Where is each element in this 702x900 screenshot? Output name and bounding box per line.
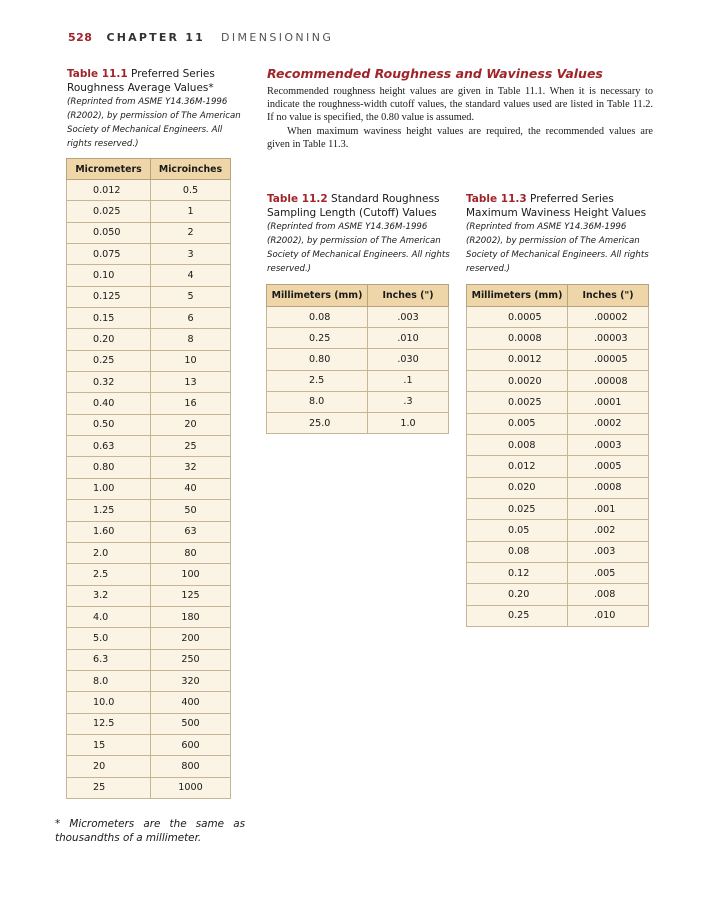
- table-cell: 200: [151, 628, 231, 649]
- table-row: [67, 180, 231, 201]
- table-cell: .0001: [568, 392, 649, 413]
- table-row: [467, 563, 649, 584]
- table-row: [67, 201, 231, 222]
- table-cell: 16: [151, 393, 231, 414]
- table-row: [267, 307, 449, 328]
- table-row: [67, 692, 231, 713]
- table-cell: 0.012: [67, 180, 151, 201]
- paragraph: Recommended roughness height values are given in Table 11.1. When it is necessary to indicate the roughness-width cutoff values, the standard values used are listed in Table 11.2. If no value is specified, the 0.80 value is assumed.: [267, 86, 653, 124]
- table-cell: .00002: [568, 307, 649, 328]
- table-11-2: [266, 284, 449, 434]
- table-cell: 0.05: [467, 520, 568, 541]
- table-cell: .030: [368, 349, 449, 370]
- table-cell: .0003: [568, 435, 649, 456]
- table-11-1-footnote: * Micrometers are the same as thousandths of a millimeter.: [55, 818, 245, 844]
- table-cell: .0008: [568, 477, 649, 498]
- table-row: [67, 265, 231, 286]
- table-cell: 1.60: [67, 521, 151, 542]
- table-cell: 125: [151, 585, 231, 606]
- column-header: Micrometers: [67, 159, 151, 180]
- table-11-2-source: (Reprinted from ASME Y14.36M-1996 (R2002), by permission of The American Society of Mechanical Engineers. All rights reserved.): [267, 222, 450, 274]
- table-cell: 0.63: [67, 436, 151, 457]
- table-cell: 0.075: [67, 244, 151, 265]
- table-cell: 4.0: [67, 606, 151, 627]
- table-11-2-caption: [267, 192, 452, 276]
- column-header: Microinches: [151, 159, 231, 180]
- table-cell: 40: [151, 478, 231, 499]
- table-cell: .00005: [568, 349, 649, 370]
- table-cell: 0.80: [267, 349, 368, 370]
- table-cell: 20: [151, 414, 231, 435]
- table-cell: .00008: [568, 371, 649, 392]
- table-11-3-caption: [466, 192, 656, 276]
- table-row: [267, 328, 449, 349]
- page-number: 528: [68, 31, 93, 44]
- table-cell: 10: [151, 350, 231, 371]
- table-cell: 0.025: [67, 201, 151, 222]
- table-cell: 0.80: [67, 457, 151, 478]
- table-cell: 0.0005: [467, 307, 568, 328]
- table-11-1-body: [67, 180, 231, 799]
- table-cell: 12.5: [67, 713, 151, 734]
- chapter-title: DIMENSIONING: [220, 31, 334, 44]
- table-cell: 0.0020: [467, 371, 568, 392]
- table-row: [67, 244, 231, 265]
- table-cell: 0.08: [267, 307, 368, 328]
- table-row: [67, 308, 231, 329]
- table-cell: .003: [368, 307, 449, 328]
- table-row: [67, 222, 231, 243]
- table-cell: 0.40: [67, 393, 151, 414]
- table-cell: 0.025: [467, 499, 568, 520]
- table-row: [467, 520, 649, 541]
- table-row: [67, 564, 231, 585]
- table-11-2-number: Table 11.2: [267, 193, 328, 205]
- table-row: [267, 391, 449, 412]
- table-row: [467, 392, 649, 413]
- table-cell: .005: [568, 563, 649, 584]
- table-cell: .003: [568, 541, 649, 562]
- table-row: [467, 328, 649, 349]
- table-cell: 80: [151, 542, 231, 563]
- table-cell: .3: [368, 391, 449, 412]
- table-row: [67, 372, 231, 393]
- table-cell: 20: [67, 756, 151, 777]
- table-cell: 25: [151, 436, 231, 457]
- table-11-3-title: Preferred Series Maximum Waviness Height Values: [466, 193, 647, 219]
- table-cell: 0.008: [467, 435, 568, 456]
- table-cell: 2: [151, 222, 231, 243]
- table-row: [67, 436, 231, 457]
- table-cell: 5: [151, 286, 231, 307]
- table-cell: .002: [568, 520, 649, 541]
- chapter-label: CHAPTER 11: [106, 31, 205, 44]
- table-11-1: [66, 158, 231, 799]
- table-cell: 0.10: [67, 265, 151, 286]
- table-cell: 8.0: [267, 391, 368, 412]
- table-cell: 0.0008: [467, 328, 568, 349]
- table-row: [67, 734, 231, 755]
- table-row: [67, 649, 231, 670]
- table-cell: 32: [151, 457, 231, 478]
- table-row: [67, 542, 231, 563]
- table-11-2-title: Standard Roughness Sampling Length (Cutoff) Values: [267, 193, 440, 219]
- table-cell: .008: [568, 584, 649, 605]
- table-row: [67, 329, 231, 350]
- table-row: [67, 606, 231, 627]
- table-row: [67, 478, 231, 499]
- table-cell: 2.5: [267, 370, 368, 391]
- table-cell: 8.0: [67, 670, 151, 691]
- table-cell: 25.0: [267, 412, 368, 433]
- table-row: [467, 477, 649, 498]
- table-cell: .00003: [568, 328, 649, 349]
- table-row: [467, 584, 649, 605]
- table-cell: 6: [151, 308, 231, 329]
- table-cell: 1.25: [67, 500, 151, 521]
- table-row: [67, 286, 231, 307]
- table-11-1-source: (Reprinted from ASME Y14.36M-1996 (R2002), by permission of The American Society of Mechanical Engineers. All rights reserved.): [67, 97, 241, 149]
- table-row: [67, 500, 231, 521]
- column-header: Inches ("): [568, 285, 649, 307]
- running-header: [68, 31, 333, 44]
- table-row: [67, 414, 231, 435]
- table-cell: .001: [568, 499, 649, 520]
- table-row: [67, 350, 231, 371]
- table-cell: 500: [151, 713, 231, 734]
- table-row: [467, 499, 649, 520]
- table-11-3: [466, 284, 649, 627]
- table-cell: 0.12: [467, 563, 568, 584]
- table-11-3-body: [467, 307, 649, 627]
- table-cell: 0.50: [67, 414, 151, 435]
- table-cell: 1.00: [67, 478, 151, 499]
- table-11-1-number: Table 11.1: [67, 68, 128, 80]
- table-cell: 0.20: [467, 584, 568, 605]
- table-cell: 0.20: [67, 329, 151, 350]
- column-header: Millimeters (mm): [267, 285, 368, 307]
- table-cell: 2.0: [67, 542, 151, 563]
- table-row: [267, 370, 449, 391]
- table-cell: 0.012: [467, 456, 568, 477]
- section-heading: Recommended Roughness and Waviness Values: [267, 66, 603, 81]
- table-cell: 0.050: [67, 222, 151, 243]
- table-cell: 13: [151, 372, 231, 393]
- table-row: [67, 585, 231, 606]
- table-cell: 0.25: [67, 350, 151, 371]
- table-cell: 0.5: [151, 180, 231, 201]
- column-header: Millimeters (mm): [467, 285, 568, 307]
- table-row: [467, 307, 649, 328]
- table-11-3-source: (Reprinted from ASME Y14.36M-1996 (R2002), by permission of The American Society of Mechanical Engineers. All rights reserved.): [466, 222, 649, 274]
- table-cell: 63: [151, 521, 231, 542]
- table-11-1-title: Preferred Series Roughness Average Values*: [67, 68, 215, 94]
- table-cell: 0.125: [67, 286, 151, 307]
- table-cell: .010: [568, 605, 649, 626]
- table-cell: 0.005: [467, 413, 568, 434]
- table-row: [467, 541, 649, 562]
- table-cell: 3.2: [67, 585, 151, 606]
- table-cell: 6.3: [67, 649, 151, 670]
- table-cell: 0.15: [67, 308, 151, 329]
- table-cell: 25: [67, 777, 151, 798]
- table-row: [67, 756, 231, 777]
- table-cell: 400: [151, 692, 231, 713]
- table-cell: 8: [151, 329, 231, 350]
- table-cell: 800: [151, 756, 231, 777]
- section-body: [267, 85, 653, 151]
- table-cell: 0.25: [467, 605, 568, 626]
- table-cell: 3: [151, 244, 231, 265]
- table-cell: 0.25: [267, 328, 368, 349]
- table-11-1-caption: [67, 67, 245, 151]
- table-cell: .1: [368, 370, 449, 391]
- table-cell: .0005: [568, 456, 649, 477]
- table-cell: 15: [67, 734, 151, 755]
- table-row: [67, 457, 231, 478]
- table-row: [67, 713, 231, 734]
- table-cell: 10.0: [67, 692, 151, 713]
- table-cell: 1000: [151, 777, 231, 798]
- table-cell: 5.0: [67, 628, 151, 649]
- table-cell: 1: [151, 201, 231, 222]
- table-11-2-body: [267, 307, 449, 434]
- table-row: [267, 349, 449, 370]
- table-row: [67, 670, 231, 691]
- table-cell: 320: [151, 670, 231, 691]
- table-cell: .010: [368, 328, 449, 349]
- table-cell: 4: [151, 265, 231, 286]
- table-cell: 0.0025: [467, 392, 568, 413]
- table-row: [467, 435, 649, 456]
- table-cell: 50: [151, 500, 231, 521]
- table-row: [467, 605, 649, 626]
- table-row: [67, 777, 231, 798]
- table-cell: 1.0: [368, 412, 449, 433]
- table-cell: 0.0012: [467, 349, 568, 370]
- table-cell: 0.08: [467, 541, 568, 562]
- table-row: [67, 393, 231, 414]
- table-cell: 100: [151, 564, 231, 585]
- table-cell: 0.32: [67, 372, 151, 393]
- table-row: [67, 521, 231, 542]
- paragraph: When maximum waviness height values are required, the recommended values are given in Table 11.3.: [267, 125, 653, 150]
- table-cell: 250: [151, 649, 231, 670]
- table-cell: 2.5: [67, 564, 151, 585]
- column-header: Inches ("): [368, 285, 449, 307]
- table-cell: 180: [151, 606, 231, 627]
- table-row: [467, 371, 649, 392]
- table-row: [467, 456, 649, 477]
- table-row: [467, 349, 649, 370]
- table-row: [267, 412, 449, 433]
- table-row: [467, 413, 649, 434]
- table-row: [67, 628, 231, 649]
- table-cell: 0.020: [467, 477, 568, 498]
- table-11-3-number: Table 11.3: [466, 193, 527, 205]
- table-cell: .0002: [568, 413, 649, 434]
- table-cell: 600: [151, 734, 231, 755]
